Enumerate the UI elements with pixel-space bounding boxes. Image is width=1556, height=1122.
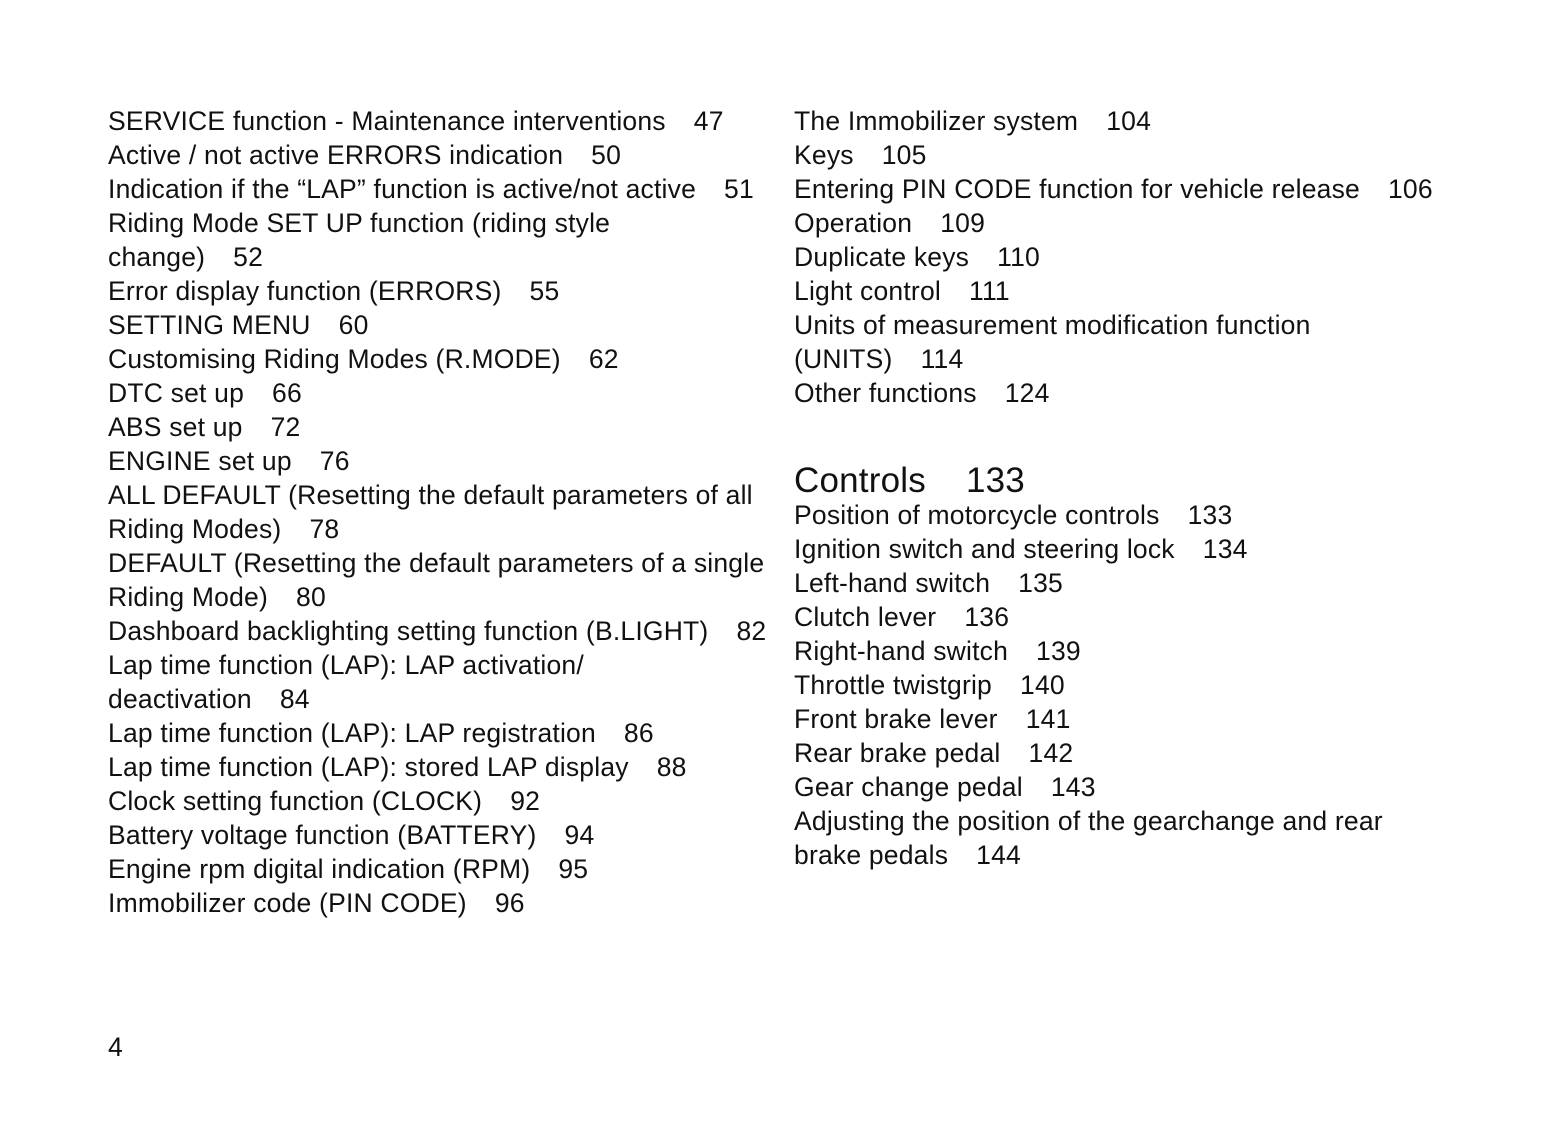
toc-entry[interactable] [794, 770, 1434, 804]
toc-entry-page: 92 [510, 786, 541, 816]
toc-entry-title: Gear change pedal [794, 772, 1023, 802]
toc-entry-page: 139 [1036, 636, 1081, 666]
toc-entry-page: 60 [338, 310, 369, 340]
toc-entry-title: Immobilizer code (PIN CODE) [108, 888, 467, 918]
toc-entry-title: Lap time function (LAP): stored LAP display [108, 752, 629, 782]
section-heading-title: Controls [794, 461, 926, 500]
toc-entry-page: 84 [279, 684, 310, 714]
toc-entry[interactable] [108, 546, 768, 614]
toc-entry-title: Position of motorcycle controls [794, 500, 1160, 530]
toc-entry[interactable] [108, 614, 768, 648]
toc-left-column [108, 104, 768, 920]
toc-entry-title: Error display function (ERRORS) [108, 276, 502, 306]
toc-entry[interactable] [108, 410, 768, 444]
toc-entry[interactable] [108, 852, 768, 886]
toc-entry-page: 96 [494, 888, 525, 918]
toc-entry[interactable] [794, 240, 1434, 274]
toc-entry-page: 51 [724, 174, 754, 204]
toc-entry[interactable] [794, 172, 1434, 206]
toc-entry[interactable] [794, 804, 1434, 872]
toc-entry[interactable] [794, 532, 1434, 566]
toc-entry-title: Active / not active ERRORS indication [108, 140, 564, 170]
toc-entry[interactable] [794, 104, 1434, 138]
toc-entry[interactable] [108, 172, 768, 206]
toc-entry[interactable] [794, 138, 1434, 172]
toc-entry-page: 95 [558, 854, 589, 884]
toc-entry[interactable] [108, 104, 768, 138]
toc-entry-page: 88 [656, 752, 687, 782]
toc-entry-title: DTC set up [108, 378, 245, 408]
toc-right-column [794, 104, 1434, 872]
toc-entry[interactable] [108, 376, 768, 410]
toc-entry-title: SETTING MENU [108, 310, 311, 340]
toc-entry-page: 144 [976, 840, 1021, 870]
toc-entry-page: 104 [1106, 106, 1152, 136]
toc-entry-title: ABS set up [108, 412, 243, 442]
toc-entry[interactable] [794, 566, 1434, 600]
toc-entry-page: 110 [997, 242, 1040, 272]
toc-entry-title: Throttle twistgrip [794, 670, 992, 700]
toc-entry-page: 94 [564, 820, 595, 850]
page-number: 4 [108, 1032, 123, 1062]
toc-entry-title: Indication if the “LAP” function is active/not active [108, 174, 697, 204]
toc-entry-title: DEFAULT (Resetting the default parameters of a single Riding Mode) [108, 548, 765, 612]
toc-entry-page: 124 [1004, 378, 1050, 408]
toc-entry-page: 133 [1187, 500, 1233, 530]
toc-entry-page: 106 [1387, 174, 1433, 204]
toc-entry-title: Adjusting the position of the gearchange and rear brake pedals [794, 806, 1383, 870]
toc-entry-page: 66 [272, 378, 302, 408]
toc-entry-title: Other functions [794, 378, 977, 408]
toc-entry[interactable] [794, 702, 1434, 736]
toc-entry-title: Clutch lever [794, 602, 937, 632]
toc-entry[interactable] [108, 444, 768, 478]
toc-entry-page: 114 [920, 344, 964, 374]
toc-entry-page: 134 [1202, 534, 1248, 564]
toc-entry-title: Right-hand switch [794, 636, 1009, 666]
toc-entry-title: Units of measurement modification function (UNITS) [794, 310, 1311, 374]
toc-entry-title: Keys [794, 140, 854, 170]
toc-entry[interactable] [794, 274, 1434, 308]
toc-entry[interactable] [108, 886, 768, 920]
toc-entry-title: The Immobilizer system [794, 106, 1079, 136]
toc-controls-entries [794, 498, 1434, 872]
toc-right-entries [794, 104, 1434, 410]
toc-entry[interactable] [108, 478, 768, 546]
toc-entry-page: 143 [1050, 772, 1096, 802]
toc-entry-title: Clock setting function (CLOCK) [108, 786, 483, 816]
toc-entry-title: Operation [794, 208, 913, 238]
section-heading-controls[interactable] [794, 460, 1434, 502]
toc-entry-title: Ignition switch and steering lock [794, 534, 1175, 564]
toc-entry[interactable] [108, 308, 768, 342]
toc-entry-title: Engine rpm digital indication (RPM) [108, 854, 531, 884]
toc-entry[interactable] [794, 498, 1434, 532]
toc-entry-title: Customising Riding Modes (R.MODE) [108, 344, 561, 374]
toc-entry-title: Lap time function (LAP): LAP registration [108, 718, 596, 748]
toc-entry-page: 105 [881, 140, 927, 170]
section-heading-page: 133 [965, 461, 1025, 500]
toc-entry[interactable] [794, 206, 1434, 240]
toc-entry-page: 55 [529, 276, 560, 306]
toc-entry-title: ENGINE set up [108, 446, 292, 476]
toc-entry[interactable] [108, 818, 768, 852]
toc-entry-page: 72 [270, 412, 301, 442]
toc-entry-title: Riding Mode SET UP function (riding style change) [108, 208, 611, 272]
toc-entry-title: Front brake lever [794, 704, 998, 734]
toc-entry-page: 86 [623, 718, 654, 748]
toc-entry[interactable] [108, 784, 768, 818]
toc-entry-page: 141 [1025, 704, 1071, 734]
toc-entry[interactable] [794, 736, 1434, 770]
toc-entry-page: 62 [588, 344, 619, 374]
toc-entry[interactable] [794, 600, 1434, 634]
toc-entry[interactable] [108, 716, 768, 750]
toc-entry[interactable] [794, 634, 1434, 668]
toc-entry-page: 47 [693, 106, 724, 136]
toc-entry-title: Dashboard backlighting setting function (B.LIGHT) [108, 616, 709, 646]
toc-entry-page: 142 [1028, 738, 1074, 768]
toc-entry[interactable] [108, 206, 768, 274]
toc-entry-page: 111 [968, 276, 1010, 306]
toc-entry[interactable] [108, 750, 768, 784]
toc-entry-page: 50 [591, 140, 622, 170]
toc-entry-title: Left-hand switch [794, 568, 991, 598]
toc-entry-title: SERVICE function - Maintenance interventions [108, 106, 666, 136]
toc-entry-title: Entering PIN CODE function for vehicle release [794, 174, 1360, 204]
toc-entry[interactable] [794, 668, 1434, 702]
toc-entry-page: 78 [309, 514, 340, 544]
toc-entry[interactable] [108, 274, 768, 308]
toc-entry[interactable] [794, 376, 1434, 410]
toc-entry-page: 52 [233, 242, 264, 272]
toc-entry-page: 82 [736, 616, 767, 646]
toc-entry-title: Battery voltage function (BATTERY) [108, 820, 537, 850]
toc-entry-page: 76 [319, 446, 350, 476]
toc-entry-page: 135 [1018, 568, 1063, 598]
toc-entry-title: Light control [794, 276, 941, 306]
toc-entry-title: ALL DEFAULT (Resetting the default parameters of all Riding Modes) [108, 480, 753, 544]
toc-entry-title: Lap time function (LAP): LAP activation/ deactivation [108, 650, 584, 714]
toc-entry-page: 109 [940, 208, 986, 238]
toc-entry[interactable] [794, 308, 1434, 376]
toc-entry[interactable] [108, 648, 768, 716]
toc-entry[interactable] [108, 342, 768, 376]
toc-entry[interactable] [108, 138, 768, 172]
toc-entry-page: 140 [1020, 670, 1065, 700]
toc-entry-title: Rear brake pedal [794, 738, 1001, 768]
toc-entry-page: 80 [296, 582, 326, 612]
toc-entry-page: 136 [964, 602, 1010, 632]
toc-entry-title: Duplicate keys [794, 242, 970, 272]
